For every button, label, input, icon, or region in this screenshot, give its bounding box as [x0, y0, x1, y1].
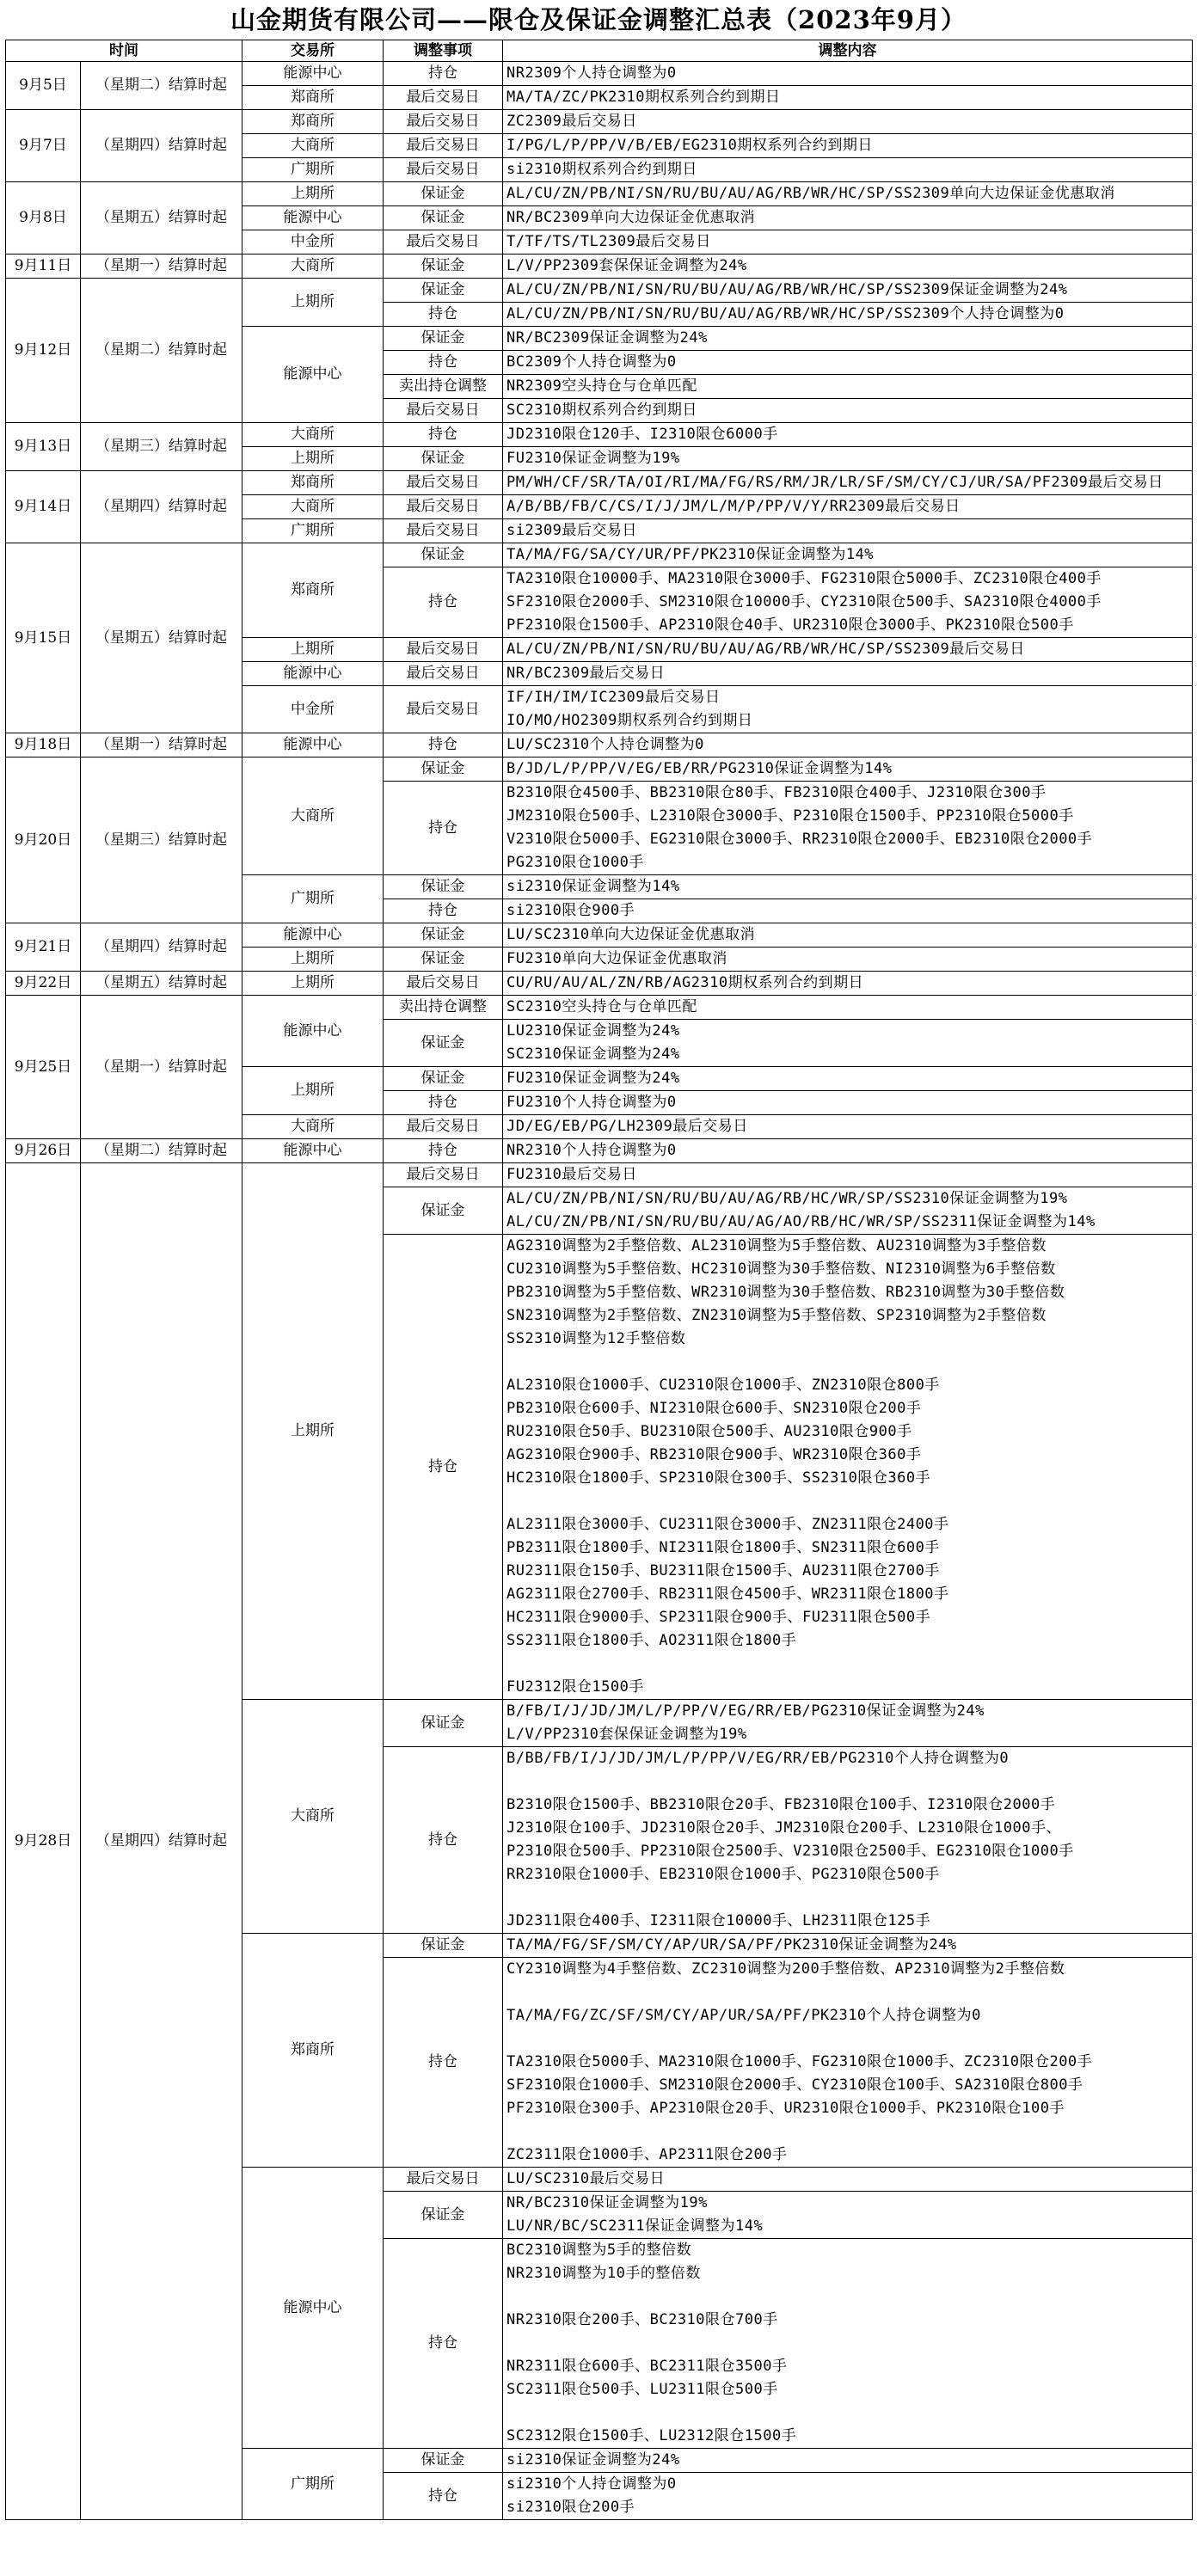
item-cell: 最后交易日: [384, 134, 503, 158]
item-cell: 保证金: [384, 948, 503, 972]
content-cell: BC2309个人持仓调整为0: [503, 351, 1193, 375]
item-cell: 保证金: [384, 923, 503, 948]
content-cell: FU2310最后交易日: [503, 1163, 1193, 1187]
exchange-cell: 大商所: [242, 255, 384, 279]
settle-time-cell: （星期二）结算时起: [81, 62, 242, 110]
content-cell: si2310保证金调整为24%: [503, 2449, 1193, 2473]
table-row: [6, 255, 1193, 279]
content-cell: AG2310调整为2手整倍数、AL2310调整为5手整倍数、AU2310调整为3手整倍数 CU2310调整为5手整倍数、HC2310调整为30手整倍数、NI2310调整为6手整倍数 PB2310调整为5手整倍数、WR2310调整为30手整倍数、RB2310调整为30手整倍数 SN2310调整为2手整倍数、ZN2310调整为5手整倍数、SP2310调整为2手整倍数 SS2310调整为12手整倍数 AL2310限仓1000手、CU2310限仓1000手、ZN2310限仓800手 PB2310限仓600手、NI2310限仓600手、SN2310限仓200手 RU2310限仓50手、BU2310限仓500手、AU2310限仓900手 AG2310限仓900手、RB2310限仓900手、WR2310限仓360手 HC2310限仓1800手、SP2310限仓300手、SS2310限仓360手 AL2311限仓3000手、CU2311限仓3000手、ZN2311限仓2400手 PB2311限仓1800手、NI2311限仓1800手、SN2311限仓600手 RU2311限仓150手、BU2311限仓1500手、AU2311限仓2700手 AG2311限仓2700手、RB2311限仓4500手、WR2311限仓1800手 HC2311限仓9000手、SP2311限仓900手、FU2311限仓500手 SS2311限仓1800手、AO2311限仓1800手 FU2312限仓1500手: [503, 1235, 1193, 1700]
header-item: 调整事项: [384, 40, 503, 62]
content-cell: CU/RU/AU/AL/ZN/RB/AG2310期权系列合约到期日: [503, 972, 1193, 996]
date-cell: 9月20日: [6, 757, 81, 923]
item-cell: 持仓: [384, 303, 503, 327]
exchange-cell: 能源中心: [242, 923, 384, 948]
content-cell: AL/CU/ZN/PB/NI/SN/RU/BU/AU/AG/RB/HC/WR/SP/SS2310保证金调整为19% AL/CU/ZN/PB/NI/SN/RU/BU/AU/AG/AO/RB/HC/WR/SP/SS2311保证金调整为14%: [503, 1187, 1193, 1235]
item-cell: 保证金: [384, 543, 503, 567]
table-row: [6, 996, 1193, 1020]
date-cell: 9月26日: [6, 1139, 81, 1163]
content-cell: AL/CU/ZN/PB/NI/SN/RU/BU/AU/AG/RB/WR/HC/SP/SS2309个人持仓调整为0: [503, 303, 1193, 327]
content-cell: si2310个人持仓调整为0 si2310限仓200手: [503, 2473, 1193, 2520]
item-cell: 持仓: [384, 899, 503, 923]
settle-time-cell: （星期五）结算时起: [81, 972, 242, 996]
item-cell: 保证金: [384, 182, 503, 206]
date-cell: 9月13日: [6, 423, 81, 471]
content-cell: FU2310单向大边保证金优惠取消: [503, 948, 1193, 972]
settle-time-cell: （星期五）结算时起: [81, 543, 242, 733]
item-cell: 最后交易日: [384, 2168, 503, 2192]
exchange-cell: 能源中心: [242, 2168, 384, 2449]
exchange-cell: 上期所: [242, 182, 384, 206]
exchange-cell: 上期所: [242, 447, 384, 471]
exchange-cell: 大商所: [242, 495, 384, 519]
settle-time-cell: （星期五）结算时起: [81, 182, 242, 255]
exchange-cell: 能源中心: [242, 327, 384, 423]
content-cell: L/V/PP2309套保保证金调整为24%: [503, 255, 1193, 279]
item-cell: 最后交易日: [384, 399, 503, 423]
table-row: [6, 471, 1193, 495]
settle-time-cell: （星期四）结算时起: [81, 923, 242, 972]
item-cell: 保证金: [384, 447, 503, 471]
table-header-row: [6, 40, 1193, 62]
item-cell: 最后交易日: [384, 972, 503, 996]
item-cell: 持仓: [384, 351, 503, 375]
item-cell: 持仓: [384, 1139, 503, 1163]
table-row: [6, 733, 1193, 757]
content-cell: si2310期权系列合约到期日: [503, 158, 1193, 182]
item-cell: 保证金: [384, 327, 503, 351]
content-cell: TA/MA/FG/SA/CY/UR/PF/PK2310保证金调整为14%: [503, 543, 1193, 567]
item-cell: 持仓: [384, 1235, 503, 1700]
exchange-cell: 上期所: [242, 972, 384, 996]
item-cell: 保证金: [384, 1700, 503, 1747]
exchange-cell: 上期所: [242, 1067, 384, 1115]
exchange-cell: 中金所: [242, 230, 384, 255]
exchange-cell: 能源中心: [242, 1139, 384, 1163]
table-row: [6, 543, 1193, 567]
item-cell: 卖出持仓调整: [384, 375, 503, 399]
content-cell: I/PG/L/P/PP/V/B/EB/EG2310期权系列合约到期日: [503, 134, 1193, 158]
item-cell: 最后交易日: [384, 1115, 503, 1139]
date-cell: 9月14日: [6, 471, 81, 543]
item-cell: 最后交易日: [384, 495, 503, 519]
page-title: 山金期货有限公司——限仓及保证金调整汇总表（2023年9月）: [230, 5, 967, 34]
item-cell: 卖出持仓调整: [384, 996, 503, 1020]
table-row: [6, 110, 1193, 134]
exchange-cell: 大商所: [242, 134, 384, 158]
content-cell: AL/CU/ZN/PB/NI/SN/RU/BU/AU/AG/RB/WR/HC/SP/SS2309保证金调整为24%: [503, 279, 1193, 303]
exchange-cell: 中金所: [242, 686, 384, 733]
settle-time-cell: （星期一）结算时起: [81, 255, 242, 279]
date-cell: 9月28日: [6, 1163, 81, 2520]
item-cell: 保证金: [384, 255, 503, 279]
item-cell: 持仓: [384, 62, 503, 86]
date-cell: 9月21日: [6, 923, 81, 972]
settle-time-cell: （星期三）结算时起: [81, 423, 242, 471]
exchange-cell: 广期所: [242, 519, 384, 543]
content-cell: FU2310个人持仓调整为0: [503, 1091, 1193, 1115]
content-cell: A/B/BB/FB/C/CS/I/J/JM/L/M/P/PP/V/Y/RR2309最后交易日: [503, 495, 1193, 519]
item-cell: 保证金: [384, 1187, 503, 1235]
item-cell: 最后交易日: [384, 1163, 503, 1187]
date-cell: 9月22日: [6, 972, 81, 996]
table-row: [6, 182, 1193, 206]
content-cell: FU2310保证金调整为19%: [503, 447, 1193, 471]
table-row: [6, 1139, 1193, 1163]
content-cell: JD/EG/EB/PG/LH2309最后交易日: [503, 1115, 1193, 1139]
content-cell: FU2310保证金调整为24%: [503, 1067, 1193, 1091]
item-cell: 持仓: [384, 567, 503, 638]
settle-time-cell: （星期四）结算时起: [81, 471, 242, 543]
table-row: [6, 757, 1193, 782]
content-cell: TA/MA/FG/SF/SM/CY/AP/UR/SA/PF/PK2310保证金调整为24%: [503, 1934, 1193, 1958]
table-row: [6, 1163, 1193, 1187]
content-cell: MA/TA/ZC/PK2310期权系列合约到期日: [503, 86, 1193, 110]
item-cell: 持仓: [384, 782, 503, 875]
content-cell: B/FB/I/J/JD/JM/L/P/PP/V/EG/RR/EB/PG2310保证金调整为24% L/V/PP2310套保保证金调整为19%: [503, 1700, 1193, 1747]
header-time: 时间: [6, 40, 242, 62]
settle-time-cell: （星期二）结算时起: [81, 1139, 242, 1163]
content-cell: BC2310调整为5手的整倍数 NR2310调整为10手的整倍数 NR2310限仓200手、BC2310限仓700手 NR2311限仓600手、BC2311限仓3500手 SC2311限仓500手、LU2311限仓500手 SC2312限仓1500手、LU2312限仓1500手: [503, 2239, 1193, 2449]
date-cell: 9月18日: [6, 733, 81, 757]
settle-time-cell: （星期一）结算时起: [81, 996, 242, 1139]
item-cell: 最后交易日: [384, 110, 503, 134]
date-cell: 9月5日: [6, 62, 81, 110]
content-cell: si2310限仓900手: [503, 899, 1193, 923]
item-cell: 最后交易日: [384, 158, 503, 182]
item-cell: 持仓: [384, 423, 503, 447]
content-cell: CY2310调整为4手整倍数、ZC2310调整为200手整倍数、AP2310调整为2手整倍数 TA/MA/FG/ZC/SF/SM/CY/AP/UR/SA/PF/PK2310个人持仓调整为0 TA2310限仓5000手、MA2310限仓1000手、FG2310限仓1000手、ZC2310限仓200手 SF2310限仓1000手、SM2310限仓2000手、CY2310限仓100手、SA2310限仓800手 PF2310限仓300手、AP2310限仓20手、UR2310限仓1000手、PK2310限仓100手 ZC2311限仓1000手、AP2311限仓200手: [503, 1958, 1193, 2168]
exchange-cell: 大商所: [242, 1115, 384, 1139]
item-cell: 保证金: [384, 757, 503, 782]
exchange-cell: 上期所: [242, 948, 384, 972]
exchange-cell: 上期所: [242, 279, 384, 327]
item-cell: 最后交易日: [384, 86, 503, 110]
content-cell: NR/BC2309单向大边保证金优惠取消: [503, 206, 1193, 230]
content-cell: NR/BC2309保证金调整为24%: [503, 327, 1193, 351]
item-cell: 保证金: [384, 875, 503, 899]
exchange-cell: 能源中心: [242, 996, 384, 1067]
content-cell: PM/WH/CF/SR/TA/OI/RI/MA/FG/RS/RM/JR/LR/SF/SM/CY/CJ/UR/SA/PF2309最后交易日: [503, 471, 1193, 495]
exchange-cell: 大商所: [242, 423, 384, 447]
exchange-cell: 能源中心: [242, 733, 384, 757]
content-cell: NR/BC2309最后交易日: [503, 662, 1193, 686]
header-content: 调整内容: [503, 40, 1193, 62]
item-cell: 保证金: [384, 1934, 503, 1958]
content-cell: JD2310限仓120手、I2310限仓6000手: [503, 423, 1193, 447]
item-cell: 持仓: [384, 1747, 503, 1934]
exchange-cell: 郑商所: [242, 471, 384, 495]
content-cell: IF/IH/IM/IC2309最后交易日 IO/MO/HO2309期权系列合约到期日: [503, 686, 1193, 733]
item-cell: 保证金: [384, 206, 503, 230]
item-cell: 最后交易日: [384, 519, 503, 543]
exchange-cell: 上期所: [242, 1163, 384, 1700]
content-cell: B/JD/L/P/PP/V/EG/EB/RR/PG2310保证金调整为14%: [503, 757, 1193, 782]
exchange-cell: 能源中心: [242, 662, 384, 686]
exchange-cell: 郑商所: [242, 1934, 384, 2168]
content-cell: LU/SC2310个人持仓调整为0: [503, 733, 1193, 757]
item-cell: 最后交易日: [384, 471, 503, 495]
item-cell: 保证金: [384, 279, 503, 303]
content-cell: NR2309空头持仓与仓单匹配: [503, 375, 1193, 399]
header-exchange: 交易所: [242, 40, 384, 62]
exchange-cell: 上期所: [242, 638, 384, 662]
content-cell: LU/SC2310单向大边保证金优惠取消: [503, 923, 1193, 948]
item-cell: 持仓: [384, 733, 503, 757]
exchange-cell: 郑商所: [242, 110, 384, 134]
content-cell: AL/CU/ZN/PB/NI/SN/RU/BU/AU/AG/RB/WR/HC/SP/SS2309单向大边保证金优惠取消: [503, 182, 1193, 206]
settle-time-cell: （星期三）结算时起: [81, 757, 242, 923]
table-row: [6, 62, 1193, 86]
item-cell: 保证金: [384, 2192, 503, 2239]
settle-time-cell: （星期四）结算时起: [81, 110, 242, 182]
exchange-cell: 能源中心: [242, 206, 384, 230]
exchange-cell: 广期所: [242, 2449, 384, 2520]
item-cell: 保证金: [384, 1067, 503, 1091]
content-cell: AL/CU/ZN/PB/NI/SN/RU/BU/AU/AG/RB/WR/HC/SP/SS2309最后交易日: [503, 638, 1193, 662]
table-row: [6, 972, 1193, 996]
item-cell: 持仓: [384, 1958, 503, 2168]
content-cell: NR/BC2310保证金调整为19% LU/NR/BC/SC2311保证金调整为14%: [503, 2192, 1193, 2239]
content-cell: NR2309个人持仓调整为0: [503, 62, 1193, 86]
content-cell: T/TF/TS/TL2309最后交易日: [503, 230, 1193, 255]
exchange-cell: 能源中心: [242, 62, 384, 86]
content-cell: LU/SC2310最后交易日: [503, 2168, 1193, 2192]
adjustment-table: [5, 40, 1193, 2520]
item-cell: 保证金: [384, 2449, 503, 2473]
item-cell: 最后交易日: [384, 686, 503, 733]
content-cell: B2310限仓4500手、BB2310限仓80手、FB2310限仓400手、J2310限仓300手 JM2310限仓500手、L2310限仓3000手、P2310限仓1500手、PP2310限仓5000手 V2310限仓5000手、EG2310限仓3000手、RR2310限仓2000手、EB2310限仓2000手 PG2310限仓1000手: [503, 782, 1193, 875]
content-cell: NR2310个人持仓调整为0: [503, 1139, 1193, 1163]
exchange-cell: 广期所: [242, 875, 384, 923]
settle-time-cell: （星期四）结算时起: [81, 1163, 242, 2520]
table-row: [6, 279, 1193, 303]
content-cell: LU2310保证金调整为24% SC2310保证金调整为24%: [503, 1020, 1193, 1067]
content-cell: si2310保证金调整为14%: [503, 875, 1193, 899]
content-cell: si2309最后交易日: [503, 519, 1193, 543]
item-cell: 最后交易日: [384, 638, 503, 662]
item-cell: 持仓: [384, 2239, 503, 2449]
exchange-cell: 大商所: [242, 1700, 384, 1934]
settle-time-cell: （星期一）结算时起: [81, 733, 242, 757]
date-cell: 9月7日: [6, 110, 81, 182]
date-cell: 9月8日: [6, 182, 81, 255]
item-cell: 保证金: [384, 1020, 503, 1067]
table-row: [6, 923, 1193, 948]
table-row: [6, 423, 1193, 447]
date-cell: 9月12日: [6, 279, 81, 423]
exchange-cell: 郑商所: [242, 543, 384, 638]
content-cell: TA2310限仓10000手、MA2310限仓3000手、FG2310限仓5000手、ZC2310限仓400手 SF2310限仓2000手、SM2310限仓10000手、CY2310限仓500手、SA2310限仓4000手 PF2310限仓1500手、AP2310限仓40手、UR2310限仓3000手、PK2310限仓500手: [503, 567, 1193, 638]
content-cell: SC2310期权系列合约到期日: [503, 399, 1193, 423]
date-cell: 9月15日: [6, 543, 81, 733]
exchange-cell: 郑商所: [242, 86, 384, 110]
date-cell: 9月11日: [6, 255, 81, 279]
item-cell: 最后交易日: [384, 662, 503, 686]
exchange-cell: 广期所: [242, 158, 384, 182]
content-cell: ZC2309最后交易日: [503, 110, 1193, 134]
date-cell: 9月25日: [6, 996, 81, 1139]
content-cell: B/BB/FB/I/J/JD/JM/L/P/PP/V/EG/RR/EB/PG2310个人持仓调整为0 B2310限仓1500手、BB2310限仓20手、FB2310限仓100手、I2310限仓2000手 J2310限仓100手、JD2310限仓20手、JM2310限仓200手、L2310限仓1000手、 P2310限仓500手、PP2310限仓2500手、V2310限仓2500手、EG2310限仓1000手 RR2310限仓1000手、EB2310限仓1000手、PG2310限仓500手 JD2311限仓400手、I2311限仓10000手、LH2311限仓125手: [503, 1747, 1193, 1934]
exchange-cell: 大商所: [242, 757, 384, 875]
item-cell: 持仓: [384, 2473, 503, 2520]
item-cell: 持仓: [384, 1091, 503, 1115]
item-cell: 最后交易日: [384, 230, 503, 255]
content-cell: SC2310空头持仓与仓单匹配: [503, 996, 1193, 1020]
settle-time-cell: （星期二）结算时起: [81, 279, 242, 423]
